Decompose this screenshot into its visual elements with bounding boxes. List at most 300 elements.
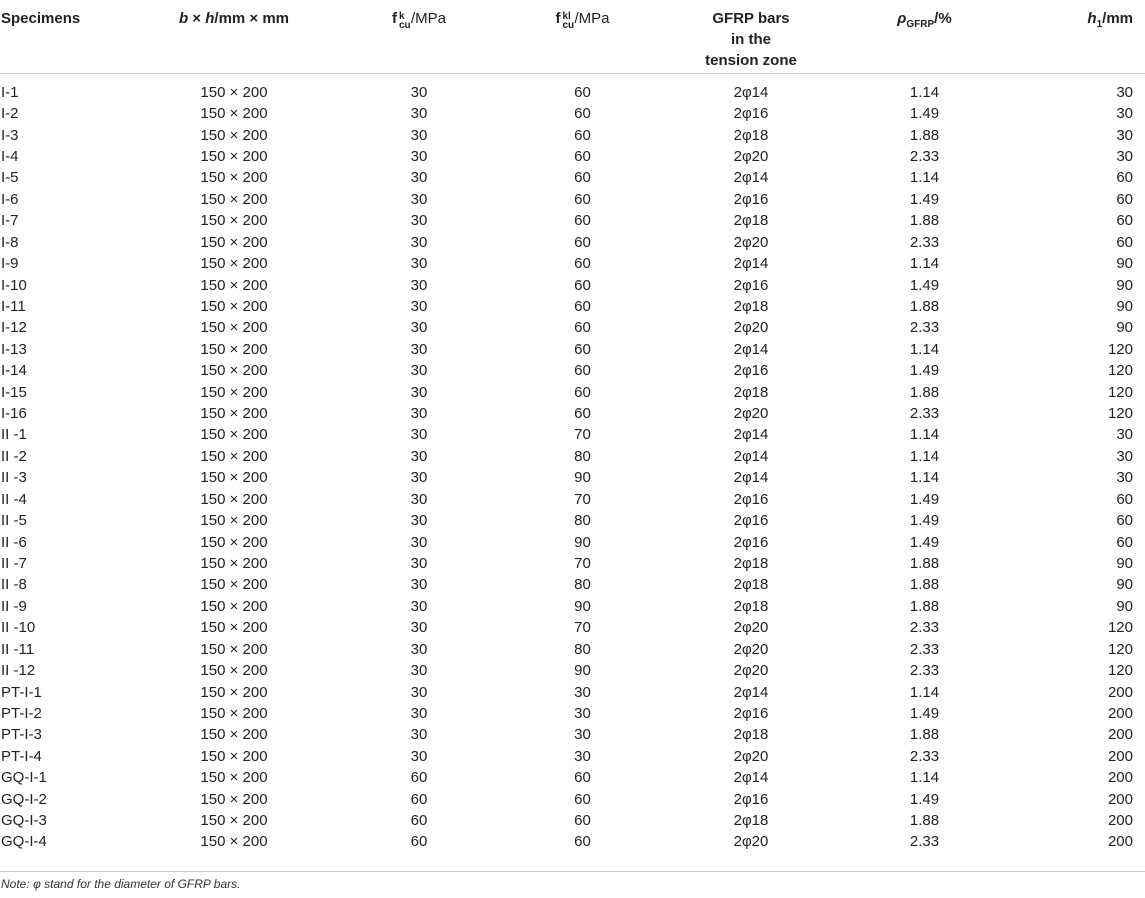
cell-rho-gfrp: 1.88 [909, 383, 940, 401]
cell-h1: 120 [1107, 640, 1133, 658]
header-rho-gfrp [837, 0, 1012, 73]
cell-specimen: II -10 [1, 619, 36, 637]
cell-fcu: 30 [410, 490, 428, 508]
cell-specimen: PT-I-3 [1, 726, 42, 744]
cell-fcu: 30 [410, 297, 428, 315]
cell-gfrp-bars: 2φ20 [733, 319, 769, 337]
cell-h1: 90 [1116, 554, 1133, 572]
cell-rho-gfrp: 1.49 [909, 790, 940, 808]
table-row [0, 274, 1145, 295]
table-row [0, 167, 1145, 188]
header-fcu-sub: cu [398, 20, 411, 31]
cell-fcukl: 60 [574, 255, 591, 273]
cell-specimen: I-6 [1, 190, 19, 208]
table-row [0, 210, 1145, 231]
cell-fcu: 30 [410, 640, 428, 658]
cell-dimensions: 150 × 200 [200, 297, 268, 315]
cell-h1: 60 [1116, 190, 1133, 208]
cell-dimensions: 150 × 200 [200, 212, 268, 230]
cell-fcukl: 60 [574, 383, 591, 401]
cell-fcukl: 60 [574, 340, 591, 358]
cell-rho-gfrp: 2.33 [909, 662, 940, 680]
cell-h1: 60 [1116, 212, 1133, 230]
cell-gfrp-bars: 2φ14 [733, 255, 769, 273]
cell-specimen: II -5 [1, 512, 27, 530]
header-dimensions-unit: /mm × mm [214, 10, 290, 27]
cell-gfrp-bars: 2φ18 [733, 726, 769, 744]
cell-fcu: 30 [410, 704, 428, 722]
cell-h1: 200 [1107, 769, 1133, 787]
cell-h1: 120 [1107, 662, 1133, 680]
cell-fcu: 60 [410, 833, 428, 851]
cell-gfrp-bars: 2φ16 [733, 362, 769, 380]
table-row [0, 146, 1145, 167]
table-row [0, 724, 1145, 745]
cell-specimen: I-11 [1, 297, 26, 315]
table-row [0, 788, 1145, 809]
cell-specimen: II -1 [1, 426, 27, 444]
header-fcukl-symbol: f [555, 10, 561, 27]
cell-gfrp-bars: 2φ20 [733, 619, 769, 637]
cell-fcu: 60 [410, 790, 428, 808]
cell-dimensions: 150 × 200 [200, 704, 268, 722]
cell-h1: 60 [1116, 533, 1133, 551]
cell-h1: 60 [1116, 512, 1133, 530]
cell-h1: 200 [1107, 833, 1133, 851]
cell-fcu: 30 [410, 233, 428, 251]
cell-fcukl: 70 [574, 426, 591, 444]
cell-fcu: 30 [410, 190, 428, 208]
header-rho-symbol: ρ [897, 10, 907, 27]
cell-specimen: GQ-I-4 [1, 833, 47, 851]
header-fcu-unit: /MPa [410, 10, 446, 27]
cell-specimen: II -3 [1, 469, 27, 487]
cell-rho-gfrp: 1.88 [909, 212, 940, 230]
cell-fcukl: 60 [574, 105, 591, 123]
cell-dimensions: 150 × 200 [200, 362, 268, 380]
cell-h1: 60 [1116, 233, 1133, 251]
cell-fcukl: 80 [574, 576, 591, 594]
cell-rho-gfrp: 1.14 [909, 447, 940, 465]
cell-fcukl: 60 [574, 405, 591, 423]
cell-specimen: II -2 [1, 447, 27, 465]
cell-fcu: 60 [410, 769, 428, 787]
cell-rho-gfrp: 1.14 [909, 255, 940, 273]
table-row [0, 103, 1145, 124]
cell-gfrp-bars: 2φ16 [733, 490, 769, 508]
cell-dimensions: 150 × 200 [200, 533, 268, 551]
table-row [0, 253, 1145, 274]
cell-h1: 200 [1107, 747, 1133, 765]
table-row [0, 124, 1145, 145]
cell-fcukl: 80 [574, 640, 591, 658]
cell-fcu: 30 [410, 340, 428, 358]
cell-dimensions: 150 × 200 [200, 747, 268, 765]
cell-fcukl: 70 [574, 490, 591, 508]
table-row [0, 596, 1145, 617]
cell-fcu: 30 [410, 726, 428, 744]
cell-fcukl: 60 [574, 147, 591, 165]
cell-rho-gfrp: 1.14 [909, 340, 940, 358]
cell-rho-gfrp: 1.88 [909, 726, 940, 744]
table-row [0, 810, 1145, 831]
cell-h1: 200 [1107, 812, 1133, 830]
cell-h1: 200 [1107, 790, 1133, 808]
cell-dimensions: 150 × 200 [200, 726, 268, 744]
cell-rho-gfrp: 1.49 [909, 190, 940, 208]
cell-gfrp-bars: 2φ18 [733, 126, 769, 144]
cell-fcukl: 60 [574, 126, 591, 144]
cell-rho-gfrp: 1.88 [909, 576, 940, 594]
header-dimensions-h: h [205, 10, 215, 27]
header-fcukl-sub: cu [562, 20, 575, 31]
cell-fcukl: 70 [574, 619, 591, 637]
cell-rho-gfrp: 1.88 [909, 597, 940, 615]
cell-fcukl: 60 [574, 362, 591, 380]
cell-gfrp-bars: 2φ14 [733, 769, 769, 787]
cell-dimensions: 150 × 200 [200, 662, 268, 680]
cell-fcu: 30 [410, 747, 428, 765]
cell-rho-gfrp: 1.49 [909, 533, 940, 551]
cell-dimensions: 150 × 200 [200, 105, 268, 123]
cell-dimensions: 150 × 200 [200, 512, 268, 530]
cell-gfrp-bars: 2φ20 [733, 233, 769, 251]
cell-specimen: I-14 [1, 362, 27, 380]
table-header [0, 0, 1145, 73]
cell-h1: 30 [1116, 147, 1133, 165]
cell-rho-gfrp: 1.49 [909, 362, 940, 380]
cell-gfrp-bars: 2φ20 [733, 640, 769, 658]
cell-specimen: I-13 [1, 340, 27, 358]
cell-dimensions: 150 × 200 [200, 233, 268, 251]
table-row [0, 617, 1145, 638]
cell-dimensions: 150 × 200 [200, 147, 268, 165]
cell-dimensions: 150 × 200 [200, 426, 268, 444]
header-fcukl [500, 0, 665, 73]
cell-h1: 90 [1116, 597, 1133, 615]
cell-h1: 90 [1116, 319, 1133, 337]
cell-dimensions: 150 × 200 [200, 319, 268, 337]
cell-specimen: II -12 [1, 662, 36, 680]
cell-specimen: II -9 [1, 597, 27, 615]
cell-specimen: I-10 [1, 276, 27, 294]
cell-gfrp-bars: 2φ20 [733, 662, 769, 680]
cell-fcu: 30 [410, 169, 428, 187]
table-row [0, 189, 1145, 210]
cell-dimensions: 150 × 200 [200, 405, 268, 423]
table-row [0, 767, 1145, 788]
cell-gfrp-bars: 2φ20 [733, 147, 769, 165]
cell-h1: 90 [1116, 576, 1133, 594]
cell-h1: 60 [1116, 490, 1133, 508]
cell-h1: 120 [1107, 619, 1133, 637]
table-row [0, 746, 1145, 767]
cell-fcu: 30 [410, 147, 428, 165]
header-gfrp-line1: GFRP bars [712, 10, 790, 27]
cell-fcu: 30 [410, 469, 428, 487]
cell-fcukl: 30 [574, 747, 591, 765]
cell-specimen: GQ-I-3 [1, 812, 47, 830]
cell-fcu: 30 [410, 276, 428, 294]
cell-dimensions: 150 × 200 [200, 340, 268, 358]
table-note: Note: φ stand for the diameter of GFRP bars. [1, 877, 241, 891]
cell-dimensions: 150 × 200 [200, 769, 268, 787]
cell-h1: 30 [1116, 426, 1133, 444]
cell-gfrp-bars: 2φ16 [733, 790, 769, 808]
cell-fcukl: 60 [574, 319, 591, 337]
table-row [0, 403, 1145, 424]
cell-specimen: I-16 [1, 405, 27, 423]
cell-rho-gfrp: 2.33 [909, 405, 940, 423]
cell-dimensions: 150 × 200 [200, 833, 268, 851]
cell-rho-gfrp: 1.49 [909, 490, 940, 508]
cell-gfrp-bars: 2φ20 [733, 833, 769, 851]
header-h1-sub: 1 [1096, 19, 1103, 30]
cell-dimensions: 150 × 200 [200, 383, 268, 401]
cell-specimen: II -6 [1, 533, 27, 551]
cell-fcukl: 60 [574, 83, 591, 101]
cell-h1: 120 [1107, 405, 1133, 423]
cell-dimensions: 150 × 200 [200, 126, 268, 144]
cell-h1: 90 [1116, 255, 1133, 273]
cell-fcukl: 60 [574, 297, 591, 315]
cell-specimen: I-7 [1, 212, 19, 230]
cell-dimensions: 150 × 200 [200, 683, 268, 701]
cell-gfrp-bars: 2φ14 [733, 340, 769, 358]
cell-fcu: 30 [410, 533, 428, 551]
header-dimensions-times: × [188, 10, 206, 27]
header-specimens [0, 0, 130, 73]
cell-fcukl: 60 [574, 812, 591, 830]
table-row [0, 360, 1145, 381]
cell-specimen: II -4 [1, 490, 27, 508]
cell-rho-gfrp: 1.14 [909, 769, 940, 787]
table-row [0, 467, 1145, 488]
table-row [0, 574, 1145, 595]
cell-gfrp-bars: 2φ18 [733, 212, 769, 230]
cell-rho-gfrp: 1.88 [909, 297, 940, 315]
cell-fcu: 30 [410, 576, 428, 594]
cell-specimen: I-3 [1, 126, 19, 144]
header-rho-unit: /% [934, 10, 952, 27]
cell-fcukl: 90 [574, 469, 591, 487]
table-row [0, 73, 1145, 103]
header-rho-sub: GFRP [906, 19, 935, 30]
cell-dimensions: 150 × 200 [200, 790, 268, 808]
cell-fcu: 30 [410, 212, 428, 230]
cell-fcukl: 60 [574, 169, 591, 187]
cell-gfrp-bars: 2φ18 [733, 576, 769, 594]
cell-gfrp-bars: 2φ18 [733, 554, 769, 572]
cell-specimen: II -11 [1, 640, 35, 658]
cell-dimensions: 150 × 200 [200, 640, 268, 658]
cell-h1: 30 [1116, 83, 1133, 101]
cell-specimen: I-5 [1, 169, 19, 187]
cell-h1: 120 [1107, 362, 1133, 380]
cell-specimen: I-2 [1, 105, 19, 123]
cell-gfrp-bars: 2φ14 [733, 426, 769, 444]
header-fcukl-unit: /MPa [574, 10, 610, 27]
cell-gfrp-bars: 2φ20 [733, 405, 769, 423]
cell-fcu: 30 [410, 83, 428, 101]
header-dimensions [130, 0, 338, 73]
table-row [0, 553, 1145, 574]
cell-gfrp-bars: 2φ16 [733, 704, 769, 722]
cell-specimen: I-4 [1, 147, 19, 165]
cell-h1: 60 [1116, 169, 1133, 187]
cell-specimen: PT-I-1 [1, 683, 42, 701]
cell-fcu: 30 [410, 383, 428, 401]
cell-dimensions: 150 × 200 [200, 554, 268, 572]
cell-fcu: 30 [410, 426, 428, 444]
cell-fcu: 30 [410, 319, 428, 337]
cell-gfrp-bars: 2φ14 [733, 683, 769, 701]
header-h1-symbol: h [1087, 10, 1097, 27]
cell-gfrp-bars: 2φ18 [733, 812, 769, 830]
cell-h1: 200 [1107, 683, 1133, 701]
table-row [0, 638, 1145, 659]
table-row [0, 489, 1145, 510]
cell-dimensions: 150 × 200 [200, 276, 268, 294]
header-specimens-label: Specimens [1, 10, 81, 27]
cell-fcukl: 30 [574, 704, 591, 722]
cell-fcukl: 60 [574, 212, 591, 230]
cell-rho-gfrp: 2.33 [909, 833, 940, 851]
cell-fcukl: 60 [574, 769, 591, 787]
cell-fcukl: 60 [574, 190, 591, 208]
table-row [0, 831, 1145, 852]
header-fcu-symbol: f [391, 10, 397, 27]
cell-fcu: 30 [410, 255, 428, 273]
cell-fcu: 30 [410, 597, 428, 615]
cell-h1: 90 [1116, 297, 1133, 315]
cell-rho-gfrp: 1.14 [909, 83, 940, 101]
table-row [0, 446, 1145, 467]
cell-gfrp-bars: 2φ14 [733, 169, 769, 187]
cell-h1: 30 [1116, 469, 1133, 487]
cell-dimensions: 150 × 200 [200, 597, 268, 615]
cell-fcu: 60 [410, 812, 428, 830]
cell-rho-gfrp: 1.49 [909, 276, 940, 294]
cell-dimensions: 150 × 200 [200, 619, 268, 637]
cell-h1: 200 [1107, 726, 1133, 744]
cell-gfrp-bars: 2φ18 [733, 297, 769, 315]
cell-specimen: GQ-I-2 [1, 790, 47, 808]
cell-rho-gfrp: 1.14 [909, 683, 940, 701]
cell-rho-gfrp: 2.33 [909, 619, 940, 637]
cell-dimensions: 150 × 200 [200, 490, 268, 508]
cell-dimensions: 150 × 200 [200, 169, 268, 187]
cell-gfrp-bars: 2φ16 [733, 105, 769, 123]
cell-fcukl: 70 [574, 554, 591, 572]
cell-fcukl: 80 [574, 447, 591, 465]
cell-fcu: 30 [410, 619, 428, 637]
header-dimensions-b: b [178, 10, 189, 27]
cell-specimen: I-1 [1, 83, 19, 101]
table-row [0, 296, 1145, 317]
header-gfrp-bars [665, 0, 837, 73]
cell-fcukl: 90 [574, 662, 591, 680]
table-row [0, 317, 1145, 338]
cell-gfrp-bars: 2φ18 [733, 383, 769, 401]
cell-specimen: PT-I-2 [1, 704, 42, 722]
cell-dimensions: 150 × 200 [200, 190, 268, 208]
cell-specimen: PT-I-4 [1, 747, 42, 765]
cell-rho-gfrp: 1.14 [909, 169, 940, 187]
cell-dimensions: 150 × 200 [200, 255, 268, 273]
cell-h1: 90 [1116, 276, 1133, 294]
cell-rho-gfrp: 2.33 [909, 640, 940, 658]
header-row [0, 0, 1145, 73]
cell-h1: 200 [1107, 704, 1133, 722]
cell-h1: 30 [1116, 447, 1133, 465]
header-fcu [338, 0, 500, 73]
cell-rho-gfrp: 1.88 [909, 126, 940, 144]
cell-fcu: 30 [410, 126, 428, 144]
cell-dimensions: 150 × 200 [200, 447, 268, 465]
cell-specimen: I-9 [1, 255, 19, 273]
table-row [0, 231, 1145, 252]
header-gfrp-line2: in the [731, 31, 771, 48]
table-row [0, 424, 1145, 445]
cell-rho-gfrp: 1.14 [909, 426, 940, 444]
table-bottom-rule [0, 871, 1145, 872]
cell-gfrp-bars: 2φ14 [733, 447, 769, 465]
cell-fcukl: 80 [574, 512, 591, 530]
cell-h1: 30 [1116, 126, 1133, 144]
header-h1 [1012, 0, 1145, 73]
cell-dimensions: 150 × 200 [200, 469, 268, 487]
cell-rho-gfrp: 1.88 [909, 554, 940, 572]
cell-rho-gfrp: 1.49 [909, 704, 940, 722]
cell-fcu: 30 [410, 662, 428, 680]
table-row [0, 681, 1145, 702]
cell-gfrp-bars: 2φ16 [733, 190, 769, 208]
cell-gfrp-bars: 2φ16 [733, 276, 769, 294]
cell-rho-gfrp: 1.49 [909, 105, 940, 123]
cell-h1: 120 [1107, 340, 1133, 358]
table-row [0, 510, 1145, 531]
cell-specimen: I-15 [1, 383, 27, 401]
table-row [0, 703, 1145, 724]
cell-fcukl: 30 [574, 726, 591, 744]
cell-gfrp-bars: 2φ14 [733, 469, 769, 487]
cell-rho-gfrp: 2.33 [909, 319, 940, 337]
cell-rho-gfrp: 1.88 [909, 812, 940, 830]
cell-fcukl: 60 [574, 833, 591, 851]
table-row [0, 381, 1145, 402]
header-gfrp-line3: tension zone [705, 52, 797, 69]
header-fcu-sup: k [398, 11, 405, 22]
cell-fcu: 30 [410, 447, 428, 465]
cell-h1: 30 [1116, 105, 1133, 123]
cell-specimen: I-12 [1, 319, 27, 337]
cell-gfrp-bars: 2φ16 [733, 512, 769, 530]
cell-fcu: 30 [410, 683, 428, 701]
cell-rho-gfrp: 2.33 [909, 147, 940, 165]
cell-fcukl: 90 [574, 597, 591, 615]
header-fcu-indices [397, 8, 411, 31]
cell-fcu: 30 [410, 362, 428, 380]
cell-fcu: 30 [410, 554, 428, 572]
cell-fcu: 30 [410, 405, 428, 423]
header-h1-unit: /mm [1102, 10, 1133, 27]
cell-dimensions: 150 × 200 [200, 812, 268, 830]
cell-fcu: 30 [410, 105, 428, 123]
header-fcukl-sup: kl [562, 11, 571, 22]
cell-specimen: GQ-I-1 [1, 769, 47, 787]
cell-dimensions: 150 × 200 [200, 83, 268, 101]
